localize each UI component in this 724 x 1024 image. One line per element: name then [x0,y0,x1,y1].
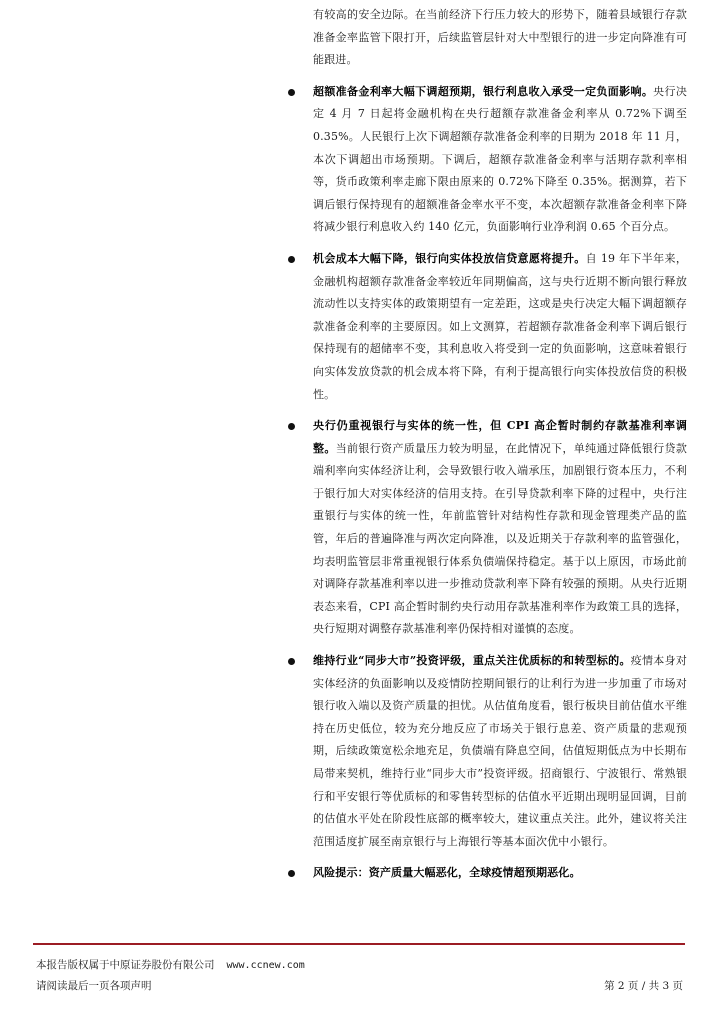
bullet-dot-icon [288,658,295,665]
bullet-item [313,862,687,885]
bullet-item [313,248,687,406]
bullet-dot-icon [288,870,295,877]
footer-copyright-line [36,957,305,972]
bullet-body: 当前银行资产质量压力较为明显，在此情况下，单纯通过降低银行贷款端利率向实体经济让利，会导致银行收入端承压，加剧银行资本压力，不利于银行加大对实体经济的信用支持。在引导贷款利率下降的过程中，央行注重银行与实体的统一性，年前监管针对结构性存款和现金管理类产品的监管，年后的普遍降准与两次定向降准，以及近期关于存款利率的监管强化，均表明监管层非常重视银行体系负债端保持稳定。基于以上原因，市场此前对调降存款基准利率以进一步推动贷款利率下降有较强的预期。从央行近期表态来看，CPI 高企暂时制约央行动用存款基准利率作为政策工具的选择，央行短期对调整存款基准利率仍保持相对谨慎的态度。 [313,441,687,636]
bullet-body: 央行决定 4 月 7 日起将金融机构在央行超额存款准备金利率从 0.72%下调至 0.35%。人民银行上次下调超额存款准备金利率的日期为 2018 年 11 月，本次下调超出市场预期。下调后，超额存款准备金利率与活期存款利率相等，货币政策利率走廊下限由原来的 0.72%下降至 0.35%。据测算，若下调后银行保持现有的超额准备金率水平不变，本次超额存款准备金利率下降将减少银行利息收入约 140 亿元，负面影响行业净利润 0.65 个百分点。 [313,84,687,234]
bullet-item [313,81,687,239]
bullet-dot-icon [288,89,295,96]
footer-copyright: 本报告版权属于中原证券股份有限公司 [36,959,215,971]
bullet-lead: 央行仍重视银行与实体的统一性，但 CPI 高企暂时制约存款基准利率调整。 [313,419,687,455]
bullet-dot-icon [288,256,295,263]
footer-divider [33,943,685,945]
report-body [313,4,687,894]
bullet-dot-icon [288,423,295,430]
bullet-body: 自 19 年下半年来，金融机构超额存款准备金率较近年同期偏高，这与央行近期不断向银行释放流动性以支持实体的政策期望有一定差距，这或是央行决定大幅下调超额存款准备金利率的主要原因。如上文测算，若超额存款准备金利率下调后银行保持现有的超储率不变，其利息收入将受到一定的负面影响，这意味着银行向实体发放贷款的机会成本将下降，有利于提高银行向实体投放信贷的积极性。 [313,251,687,401]
footer-website-link[interactable]: www.ccnew.com [226,960,305,971]
bullet-lead: 机会成本大幅下降，银行向实体投放信贷意愿将提升。 [313,251,586,265]
footer-disclaimer: 请阅读最后一页各项声明 [36,980,152,992]
intro-paragraph: 有较高的安全边际。在当前经济下行压力较大的形势下，随着县域银行存款准备金率监管下限打开，后续监管层针对大中型银行的进一步定向降准有可能跟进。 [313,8,687,67]
bullet-lead: 超额准备金利率大幅下调超预期，银行利息收入承受一定负面影响。 [313,84,654,98]
bullet-body: 疫情本身对实体经济的负面影响以及疫情防控期间银行的让利行为进一步加重了市场对银行收入端以及资产质量的担忧。从估值角度看，银行板块目前估值水平维持在历史低位，较为充分地反应了市场关于银行息差、资产质量的悲观预期，后续政策宽松余地充足，负债端有降息空间，估值短期低点为中长期布局带来契机，维持行业“同步大市”投资评级。招商银行、宁波银行、常熟银行和平安银行等优质标的和零售转型标的估值水平近期出现明显回调，目前的估值水平处在阶段性底部的概率较大，建议重点关注。此外，建议将关注范围适度扩展至南京银行与上海银行等基本面次优中小银行。 [313,654,687,848]
bullet-lead: 维持行业“同步大市”投资评级，重点关注优质标的和转型标的。 [313,654,631,668]
bullet-item [313,415,687,641]
page-number: 第 2 页 / 共 3 页 [604,980,683,992]
bullet-item [313,650,687,853]
bullet-lead: 风险提示：资产质量大幅恶化，全球疫情超预期恶化。 [313,866,581,880]
